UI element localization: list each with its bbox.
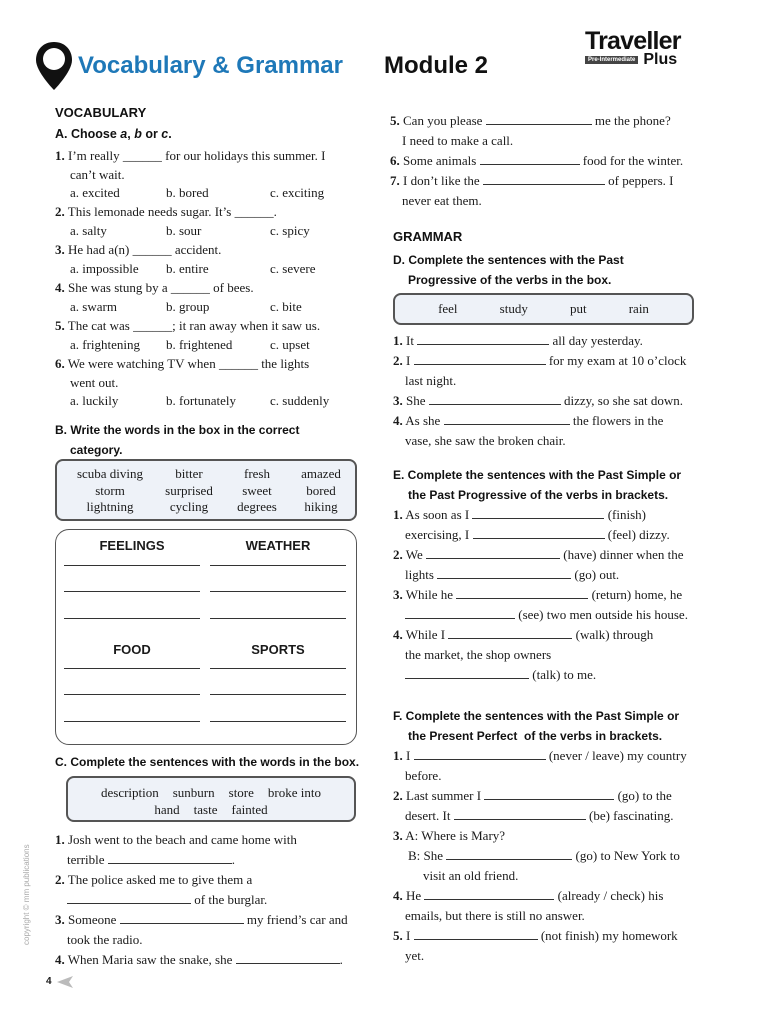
options: a. salty b. sour c. spicy — [70, 223, 310, 238]
page-title: Vocabulary & Grammar — [78, 52, 343, 79]
answer-blank[interactable] — [486, 112, 592, 125]
section-c-instruction: C. Complete the sentences with the words in the box. — [55, 755, 360, 769]
list-item: 2. Last summer I (go) to the — [393, 788, 672, 803]
section-d-instruction: D. Complete the sentences with the Past Progressive of the verbs in the box. — [393, 253, 624, 287]
word: put — [569, 301, 587, 316]
answer-blank[interactable] — [417, 332, 549, 345]
answer-blank[interactable] — [414, 927, 538, 940]
category-weather: WEATHER — [245, 538, 311, 553]
list-item: 6. Some animals food for the winter. — [390, 153, 684, 168]
word: fresh — [244, 466, 270, 481]
word: bitter — [175, 466, 203, 481]
answer-line[interactable] — [64, 618, 200, 619]
copyright-note: copyright © mm publications — [22, 844, 31, 945]
list-item: 2. This lemonade needs sugar. It’s ______. — [55, 204, 277, 219]
word: fainted — [231, 802, 268, 817]
page-number: 4 — [46, 976, 52, 987]
category-table — [55, 529, 357, 745]
answer-blank[interactable] — [236, 951, 340, 964]
section-c-items: 1. Josh went to the beach and came home with terrible . 2. The police asked me to give them a of the burglar. 3. Someone my friend’s car and took the radio. 4. When Maria saw the snake, she . — [55, 830, 375, 970]
list-item: 7. I don’t like the of peppers. I — [390, 173, 674, 188]
brand-level: Pre-Intermediate — [585, 56, 638, 64]
word: hiking — [304, 499, 338, 514]
answer-blank[interactable] — [456, 586, 588, 599]
verb-box-d — [393, 293, 694, 325]
list-item: 4. As she the flowers in the — [393, 413, 664, 428]
answer-line[interactable] — [210, 721, 346, 722]
page-arrow-icon — [57, 975, 75, 989]
list-item: 4. He (already / check) his — [393, 888, 664, 903]
answer-line[interactable] — [64, 668, 200, 669]
answer-line[interactable] — [64, 721, 200, 722]
word: broke into — [267, 785, 321, 800]
category-feelings: FEELINGS — [99, 538, 165, 553]
category-sports: SPORTS — [251, 642, 305, 657]
brand-logo — [585, 28, 695, 67]
list-item: 2. The police asked me to give them a — [55, 872, 253, 887]
location-pin-icon — [34, 40, 74, 92]
list-item: 6. We were watching TV when ______ the lights — [55, 356, 310, 371]
word-box-c — [66, 776, 356, 822]
section-c-continued: 5. Can you please me the phone? I need to make a call. 6. Some animals food for the winter. 7. I don’t like the of peppers. I never eat them. — [390, 111, 730, 211]
answer-blank[interactable] — [472, 506, 604, 519]
word: taste — [193, 802, 218, 817]
answer-line[interactable] — [210, 668, 346, 669]
list-item: 5. Can you please me the phone? — [390, 113, 671, 128]
list-item: 1. Josh went to the beach and came home with — [55, 832, 297, 847]
list-item: 4. When Maria saw the snake, she . — [55, 952, 343, 967]
list-item: 4. While I (walk) through — [393, 627, 654, 642]
list-item: 3. He had a(n) ______ accident. — [55, 242, 222, 257]
word: degrees — [237, 499, 277, 514]
word: sunburn — [172, 785, 215, 800]
answer-blank[interactable] — [484, 787, 614, 800]
list-item: 1. I’m really ______ for our holidays this summer. I — [55, 148, 326, 163]
answer-blank[interactable] — [120, 911, 244, 924]
list-item: 1. As soon as I (finish) — [393, 507, 646, 522]
answer-blank[interactable] — [414, 747, 546, 760]
word: sweet — [242, 482, 272, 498]
options: a. frightening b. frightened c. upset — [70, 337, 310, 352]
list-item: 3. While he (return) home, he — [393, 587, 683, 602]
section-e-instruction: E. Complete the sentences with the Past Simple or the Past Progressive of the verbs in brackets. — [393, 468, 682, 502]
answer-blank[interactable] — [405, 606, 515, 619]
answer-blank[interactable] — [454, 807, 586, 820]
section-e-items: 1. As soon as I (finish) exercising, I (feel) dizzy. 2. We (have) dinner when the lights (go) out. 3. While he (return) home, he (see) two men outside his house. 4. While I (walk) through the market, the shop owners (talk) to me. — [393, 505, 733, 685]
answer-blank[interactable] — [108, 851, 232, 864]
options: a. impossible b. entire c. severe — [70, 261, 316, 276]
section-b-instruction: B. Write the words in the box in the correct category. — [55, 423, 300, 457]
answer-blank[interactable] — [424, 887, 554, 900]
answer-line[interactable] — [210, 618, 346, 619]
list-item: 3. A: Where is Mary? — [393, 828, 506, 843]
list-item: 2. We (have) dinner when the — [393, 547, 684, 562]
grammar-heading: GRAMMAR — [393, 229, 463, 244]
word: surprised — [165, 482, 213, 498]
answer-blank[interactable] — [437, 566, 571, 579]
answer-blank[interactable] — [67, 891, 191, 904]
word: study — [499, 301, 528, 316]
word: feel — [438, 301, 458, 316]
section-a-items: 1. I’m really ______ for our holidays this summer. I can’t wait. a. excited b. bored c. exciting 2. This lemonade needs sugar. It’s ______. a. salty b. sour c. spicy 3. He had a(n) ______ accident. a. impossible b. entire c. severe 4. She was stung by a ______ of bees. a. swarm b. group c. bite 5. The cat was ______; it ran away when it saw us. a. frightening b. frightened c. upset 6. We were watching TV when ______ the lights went out. a. luckily b. fortunately c. suddenly — [55, 146, 375, 410]
answer-line[interactable] — [64, 694, 200, 695]
brand-plus: Plus — [643, 51, 678, 68]
vocabulary-heading: VOCABULARY — [55, 105, 147, 120]
list-item: 3. She dizzy, so she sat down. — [393, 393, 684, 408]
word: rain — [628, 301, 649, 316]
word: storm — [95, 482, 125, 498]
answer-line[interactable] — [64, 591, 200, 592]
list-item: 1. I (never / leave) my country — [393, 748, 687, 763]
options: a. excited b. bored c. exciting — [70, 185, 325, 200]
list-item: 5. I (not finish) my homework — [393, 928, 678, 943]
answer-blank[interactable] — [483, 172, 605, 185]
word: lightning — [86, 499, 134, 514]
section-d-items: 1. It all day yesterday. 2. I for my exam at 10 o’clock last night. 3. She dizzy, so she sat down. 4. As she the flowers in the vase, she saw the broken chair. — [393, 331, 733, 451]
word-box-b — [55, 459, 357, 521]
answer-line[interactable] — [64, 565, 200, 566]
answer-blank[interactable] — [444, 412, 570, 425]
word: store — [228, 785, 254, 800]
list-item: 5. The cat was ______; it ran away when it saw us. — [55, 318, 321, 333]
list-item: 3. Someone my friend’s car and — [55, 912, 348, 927]
answer-blank[interactable] — [414, 352, 546, 365]
answer-blank[interactable] — [480, 152, 580, 165]
answer-blank[interactable] — [426, 546, 560, 559]
options: a. swarm b. group c. bite — [70, 299, 302, 314]
answer-line[interactable] — [210, 694, 346, 695]
section-a-instruction: A. Choose a, b or c. — [55, 127, 172, 141]
answer-line[interactable] — [210, 591, 346, 592]
word: amazed — [301, 466, 341, 481]
category-food: FOOD — [113, 642, 151, 657]
section-f-instruction: F. Complete the sentences with the Past Simple or the Present Perfect of the verbs in brackets. — [393, 709, 680, 743]
answer-blank[interactable] — [429, 392, 561, 405]
options: a. luckily b. fortunately c. suddenly — [70, 393, 330, 408]
word: description — [100, 785, 159, 800]
list-item: 4. She was stung by a ______ of bees. — [55, 280, 254, 295]
word: bored — [306, 482, 336, 498]
section-f-items: 1. I (never / leave) my country before. 2. Last summer I (go) to the desert. It (be) fascinating. 3. A: Where is Mary? B: She (go) to New York to visit an old friend. 4. He (already / check) his emails, but there is still no answer. 5. I (not finish) my homework yet. — [393, 746, 733, 966]
answer-line[interactable] — [210, 565, 346, 566]
answer-blank[interactable] — [448, 626, 572, 639]
word: cycling — [169, 499, 209, 514]
word: scuba diving — [76, 466, 144, 481]
list-item: 1. It all day yesterday. — [393, 333, 643, 348]
word: hand — [154, 802, 180, 817]
answer-blank[interactable] — [446, 847, 572, 860]
answer-blank[interactable] — [405, 666, 529, 679]
answer-blank[interactable] — [473, 526, 605, 539]
list-item: 2. I for my exam at 10 o’clock — [393, 353, 687, 368]
module-label: Module 2 — [384, 52, 489, 79]
brand-name: Traveller — [585, 27, 681, 55]
